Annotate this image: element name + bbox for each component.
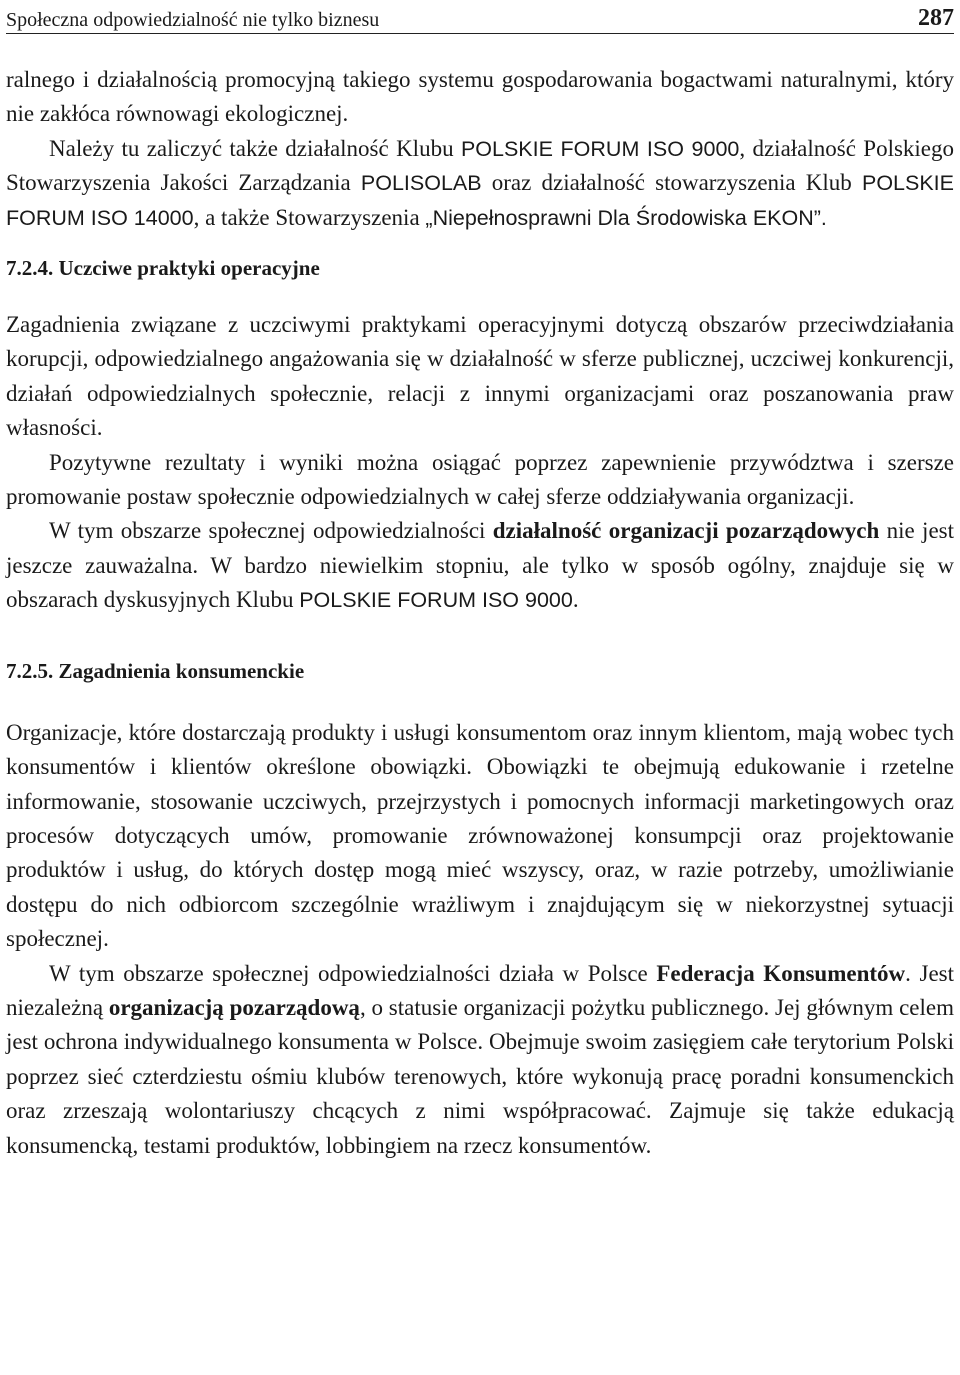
text-run: nie jest jeszcze zauważalna. W bardzo niewielkim stopniu, ale tylko w sposób ogólny, znajduje się w obszarach dyskusyjnych Klubu <box>6 518 954 613</box>
bold-term: Federacja Konsumentów <box>656 960 906 986</box>
page-header <box>6 0 954 34</box>
text-run: . <box>572 587 579 613</box>
paragraph-text: Organizacje, które dostarczają produkty i usługi konsumentom oraz innym klientom, mają wobec tych konsumentów i klientów określone obowiązki. Obowiązki te obejmują edukowanie i rzetelne informowanie, stosowanie uczciwych, przejrzystych i pomocnych informacji marketingowych oraz procesów dotyczących umów, promowanie zrównoważonej konsumpcji oraz projektowanie produktów i usług, do których dostęp mogą mieć wszyscy, oraz, w razie potrzeby, umożliwianie dostępu do nich odbiorcom szczególnie wrażliwym i znajdującym się w niekorzystnej sytuacji społecznej. <box>6 719 954 952</box>
text-run: W tym obszarze społecznej odpowiedzialności działa w Polsce <box>49 960 657 986</box>
club-name: POLSKIE FORUM ISO 9000 <box>460 136 740 161</box>
bold-term: działalność organizacji pozarządowych <box>492 518 880 544</box>
section-heading-7-2-5: 7.2.5. Zagadnienia konsumenckie <box>6 658 305 683</box>
paragraph-text: Zagadnienia związane z uczciwymi praktykami operacyjnymi dotyczą obszarów przeciwdziałania korupcji, odpowiedzialnego angażowania się w działalność w sferze publicznej, uczciwej konkurencji, działań odpowiedzialnych społecznie, relacji z innymi organizacjami oraz poszanowania praw własności. <box>6 312 954 441</box>
text-run: , a także Stowarzyszenia <box>193 204 426 230</box>
text-run: Należy tu zaliczyć także działalność Klubu <box>49 135 461 161</box>
paragraph-positive-results <box>6 446 954 515</box>
organization-name: „Niepełnosprawni Dla Środowiska EKON”. <box>425 205 827 230</box>
paragraph-ngo-activity <box>6 514 954 617</box>
paragraph-consumer-federation <box>6 957 954 1163</box>
paragraph-operating-practices <box>6 308 954 446</box>
paragraph-organizations-list <box>6 132 954 235</box>
bold-term: organizacją pozarządową <box>108 994 360 1020</box>
paragraph-continuation <box>6 63 954 132</box>
organization-name: POLISOLAB <box>360 171 482 196</box>
club-name: POLSKIE FORUM ISO 9000 <box>299 588 573 613</box>
page-body <box>6 63 954 1163</box>
club-name: POLSKIE FORUM ISO 14000 <box>6 171 954 230</box>
paragraph-text: Pozytywne rezultaty i wyniki można osiągać poprzez zapewnienie przywództwa i szersze promowanie postaw społecznie odpowiedzialnych w całej sferze oddziaływania organizacji. <box>6 449 954 510</box>
section-heading-7-2-4: 7.2.4. Uczciwe praktyki operacyjne <box>6 256 320 281</box>
running-title: Społeczna odpowiedzialność nie tylko biznesu <box>6 9 380 31</box>
text-run: , działalność Polskiego Stowarzyszenia Jakości Zarządzania <box>6 135 955 196</box>
text-run: , o statusie organizacji pożytku publicznego. Jej głównym celem jest ochrona indywidualnego konsumenta w Polsce. Obejmuje swoim zasięgiem całe terytorium Polski poprzez sieć czterdziestu ośmiu klubów terenowych, które wykonują pracę poradni konsumenckich oraz zrzeszają wolontariuszy chcących z nimi współpracować. Zajmuje się także edukacją konsumencką, testami produktów, lobbingiem na rzecz konsumentów. <box>6 994 954 1158</box>
paragraph-consumer-obligations <box>6 716 954 957</box>
page-number: 287 <box>918 5 954 31</box>
text-run: W tym obszarze społecznej odpowiedzialności <box>49 518 493 544</box>
paragraph-text: ralnego i działalnością promocyjną takiego systemu gospodarowania bogactwami naturalnymi, który nie zakłóca równowagi ekologicznej. <box>6 67 954 127</box>
text-run: . Jest niezależną <box>6 960 955 1020</box>
text-run: oraz działalność stowarzyszenia Klub <box>481 170 862 196</box>
